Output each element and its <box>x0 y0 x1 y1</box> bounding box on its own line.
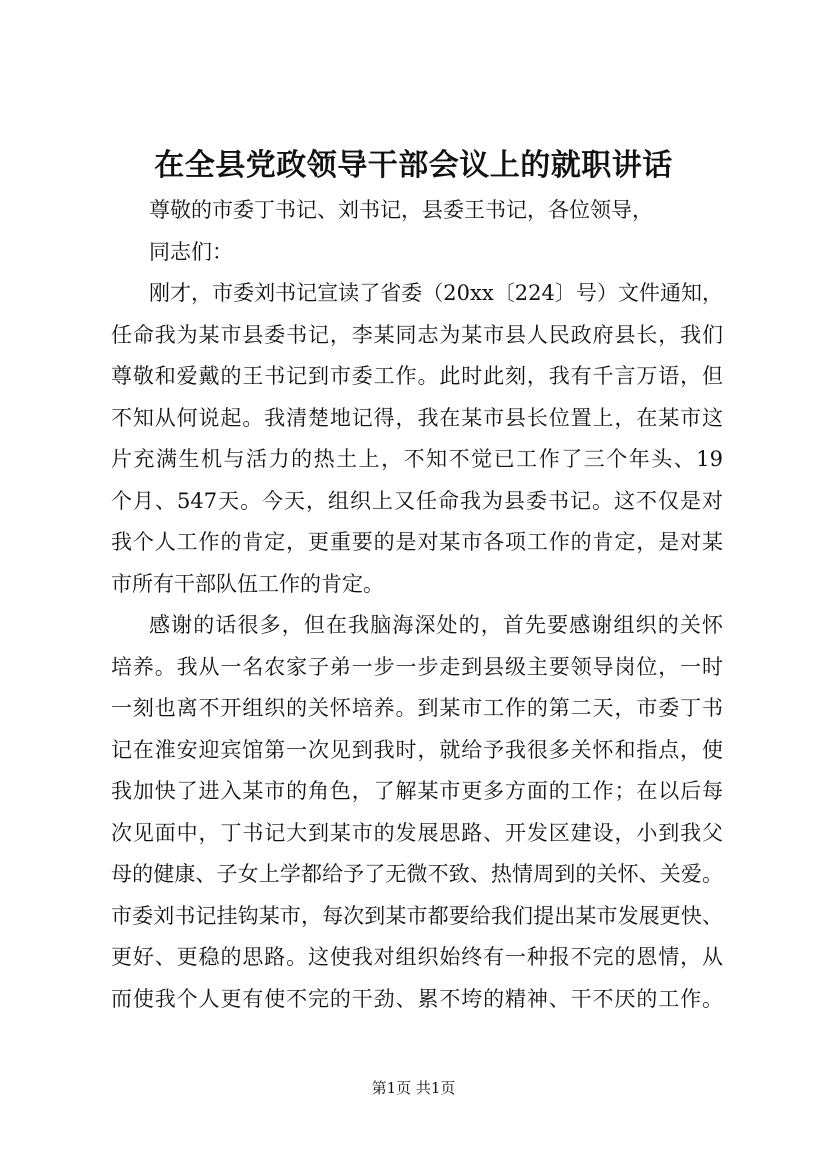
text-line: 片充满生机与活力的热土上，不知不觉已工作了三个年头、19 <box>111 447 723 471</box>
text-line: 次见面中，丁书记大到某市的发展思路、开发区建设，小到我父 <box>111 820 723 845</box>
text-line-salutation-2: 同志们： <box>149 239 233 264</box>
text-line: 任命我为某市县委书记，李某同志为某市县人民政府县长，我们 <box>111 322 723 347</box>
text-line: 而使我个人更有使不完的干劲、累不垮的精神、干不厌的工作。 <box>111 986 723 1011</box>
document-body <box>111 190 723 1020</box>
document-title: 在全县党政领导干部会议上的就职讲话 <box>154 148 673 183</box>
text-line: 尊敬和爱戴的王书记到市委工作。此时此刻，我有千言万语，但 <box>111 364 723 388</box>
text-line: 我个人工作的肯定，更重要的是对某市各项工作的肯定，是对某 <box>111 530 723 554</box>
text-line: 记在淮安迎宾馆第一次见到我时，就给予我很多关怀和指点，使 <box>111 737 723 762</box>
text-line: 个月、547天。今天，组织上又任命我为县委书记。这不仅是对 <box>111 488 723 513</box>
text-line: 培养。我从一名农家子弟一步一步走到县级主要领导岗位，一时 <box>111 654 723 679</box>
text-line-salutation: 尊敬的市委丁书记、刘书记，县委王书记，各位领导， <box>149 198 653 222</box>
text-line: 我加快了进入某市的角色，了解某市更多方面的工作；在以后每 <box>111 779 723 803</box>
text-line: 感谢的话很多，但在我脑海深处的，首先要感谢组织的关怀 <box>149 613 723 637</box>
text-line: 母的健康、子女上学都给予了无微不致、热情周到的关怀、关爱。 <box>111 862 723 886</box>
text-line: 一刻也离不开组织的关怀培养。到某市工作的第二天，市委丁书 <box>111 696 723 720</box>
text-line: 刚才，市委刘书记宣读了省委（20xx〔224〕号）文件通知， <box>149 281 723 305</box>
page-footer: 第1页 共1页 <box>371 1079 456 1097</box>
text-line: 更好、更稳的思路。这使我对组织始终有一种报不完的恩情，从 <box>111 945 723 969</box>
text-line: 不知从何说起。我清楚地记得，我在某市县长位置上，在某市这 <box>111 405 723 430</box>
text-line: 市所有干部队伍工作的肯定。 <box>111 571 384 596</box>
text-line: 市委刘书记挂钩某市，每次到某市都要给我们提出某市发展更快、 <box>111 903 723 928</box>
